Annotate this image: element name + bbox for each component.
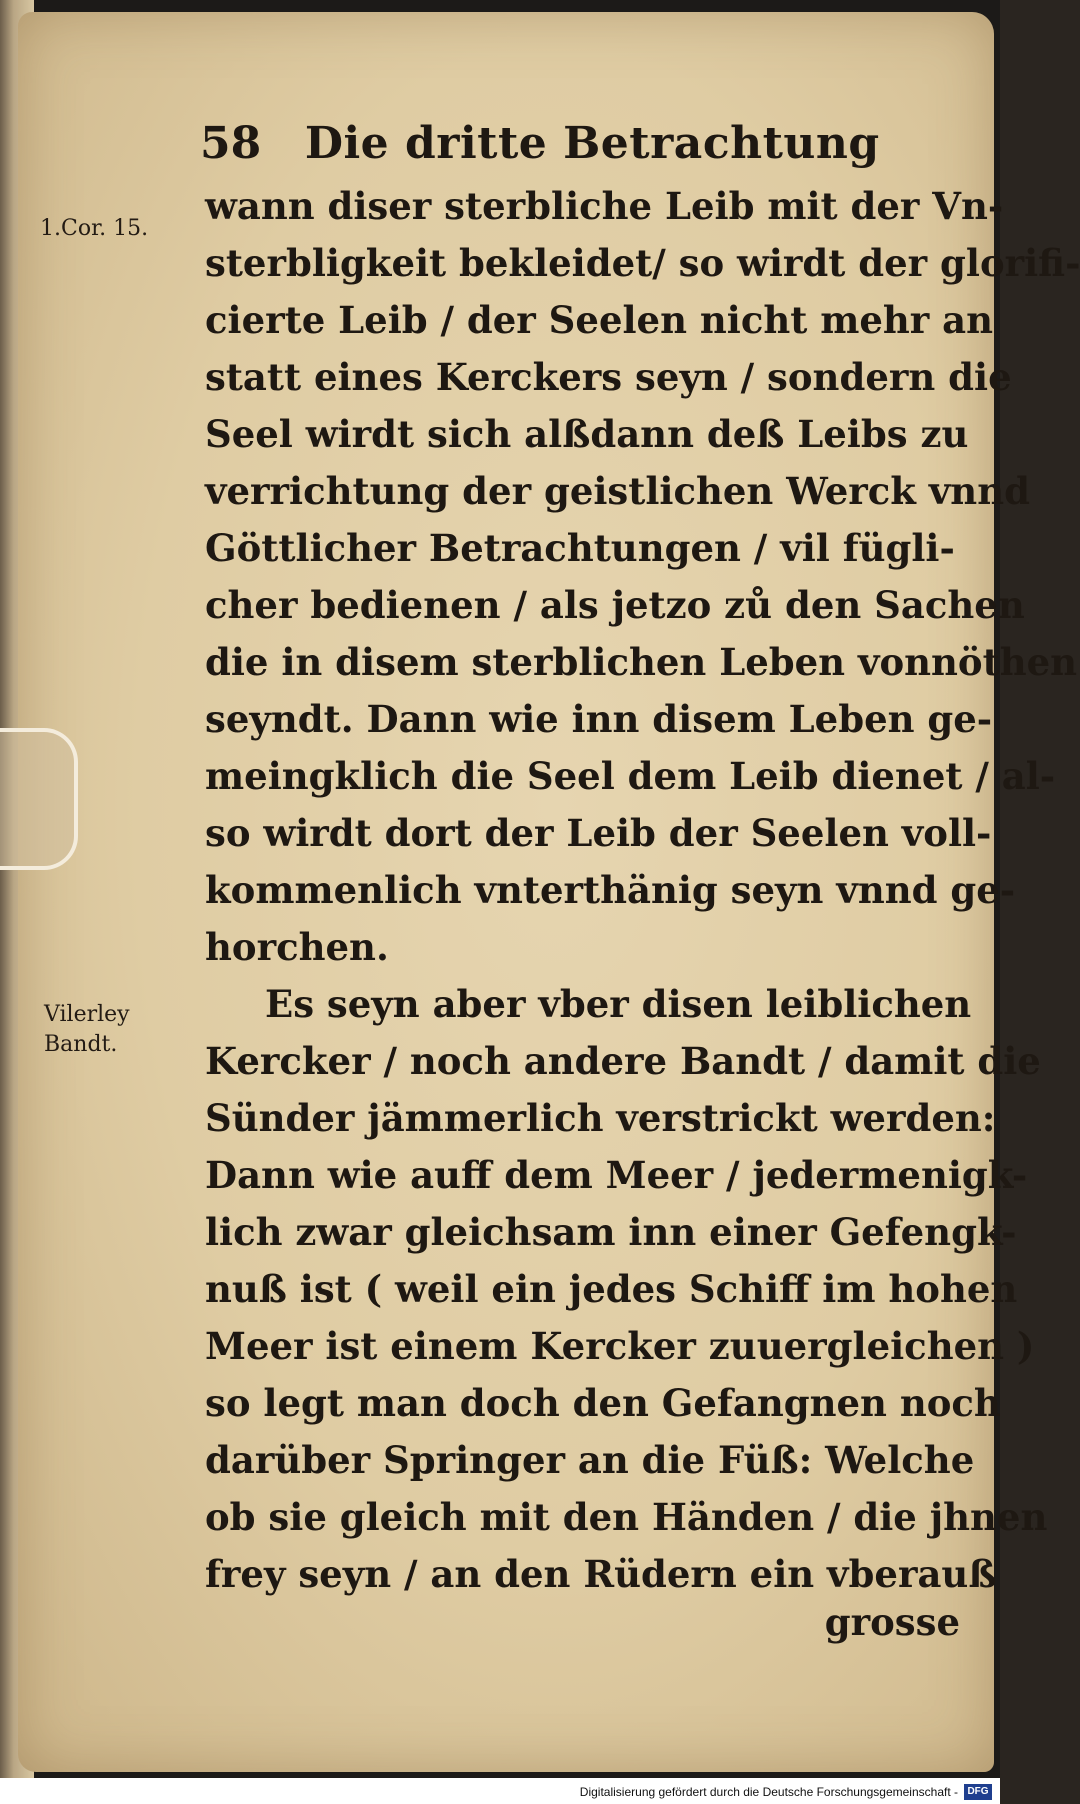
- footer-credit: Digitalisierung gefördert durch die Deutsche Forschungsgemeinschaft -: [579, 1785, 958, 1799]
- text-line: wann diser sterbliche Leib mit der Vn-: [205, 184, 1004, 228]
- text-line: Es seyn aber vber disen leiblichen: [265, 982, 972, 1026]
- text-line: seyndt. Dann wie inn disem Leben ge-: [205, 697, 993, 741]
- text-line: statt eines Kerckers seyn / sondern die: [205, 355, 1012, 399]
- margin-note-reference: 1.Cor. 15.: [40, 216, 149, 241]
- body-text: [205, 178, 1080, 1603]
- text-line: frey seyn / an den Rüdern ein vberauß: [205, 1552, 997, 1596]
- text-line: so legt man doch den Gefangnen noch: [205, 1381, 1001, 1425]
- text-line: cher bedienen / als jetzo zů den Sachen: [205, 583, 1025, 627]
- running-head: Die dritte Betrachtung: [304, 118, 880, 169]
- text-line: darüber Springer an die Füß: Welche: [205, 1438, 975, 1482]
- footer-bar: [0, 1778, 1000, 1804]
- dfg-logo-icon: DFG: [964, 1784, 992, 1800]
- text-line: Dann wie auff dem Meer / jedermenigk-: [205, 1153, 1028, 1197]
- text-line: die in disem sterblichen Leben vonnöthen: [205, 640, 1078, 684]
- text-line: lich zwar gleichsam inn einer Gefengk-: [205, 1210, 1017, 1254]
- text-line: kommenlich vnterthänig seyn vnnd ge-: [205, 868, 1016, 912]
- text-line: Seel wirdt sich alßdann deß Leibs zu: [205, 412, 969, 456]
- text-line: nuß ist ( weil ein jedes Schiff im hohen: [205, 1267, 1018, 1311]
- text-line: horchen.: [205, 925, 389, 969]
- page-tab-marker: [0, 728, 78, 870]
- text-line: Meer ist einem Kercker zuuergleichen ): [205, 1324, 1035, 1368]
- text-line: so wirdt dort der Leib der Seelen voll-: [205, 811, 992, 855]
- text-line: Sünder jämmerlich verstrickt werden:: [205, 1096, 996, 1140]
- text-line: meingklich die Seel dem Leib dienet / al-: [205, 754, 1056, 798]
- text-line: cierte Leib / der Seelen nicht mehr an: [205, 298, 994, 342]
- margin-note-line: Vilerley: [44, 1002, 130, 1027]
- margin-note-line: Bandt.: [44, 1032, 118, 1057]
- text-line: sterbligkeit bekleidet/ so wirdt der glorifi-: [205, 241, 1080, 285]
- text-line: Kercker / noch andere Bandt / damit die: [205, 1039, 1041, 1083]
- text-line: ob sie gleich mit den Händen / die jhnen: [205, 1495, 1048, 1539]
- margin-note-bands: [44, 1000, 130, 1060]
- page-number: 58: [200, 118, 262, 169]
- text-line: Göttlicher Betrachtungen / vil fügli-: [205, 526, 955, 570]
- catchword: grosse: [824, 1600, 960, 1644]
- text-line: verrichtung der geistlichen Werck vnnd: [205, 469, 1030, 513]
- page-header: [200, 118, 880, 169]
